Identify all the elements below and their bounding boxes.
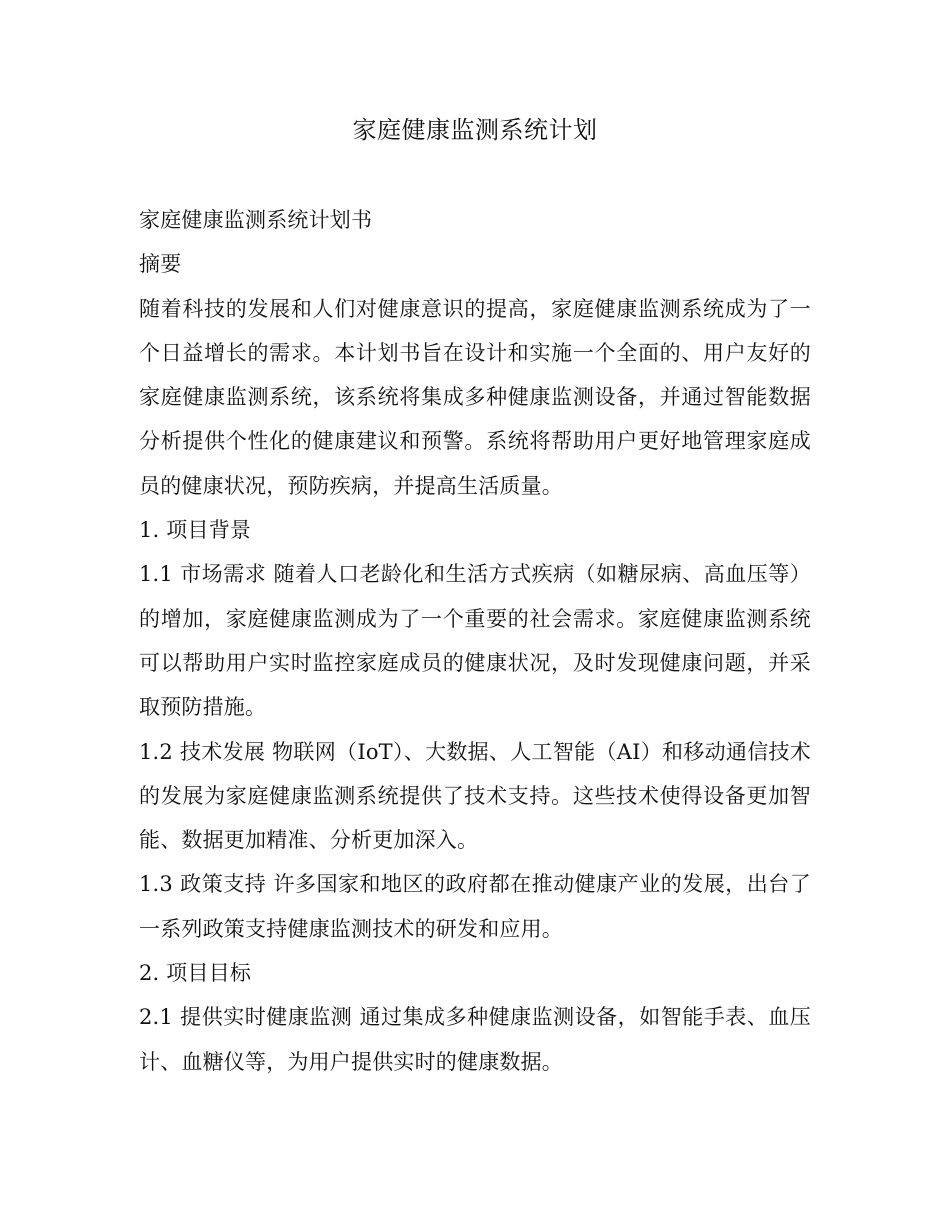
subtitle-paragraph: 家庭健康监测系统计划书 xyxy=(139,208,373,232)
section-heading-goals: 2. 项目目标 xyxy=(139,961,252,986)
section-1-1-paragraph: 1.1 市场需求 随着人口老龄化和生活方式疾病（如糖尿病、高血压等）的增加，家庭健康监测成为了一个重要的社会需求。家庭健康监测系统可以帮助用户实时监控家庭成员的健康状况，及时发现健康问题，并采取预防措施。 xyxy=(139,562,811,720)
section-2-1-paragraph: 2.1 提供实时健康监测 通过集成多种健康监测设备，如智能手表、血压计、血糖仪等，为用户提供实时的健康数据。 xyxy=(139,1005,811,1074)
abstract-paragraph: 随着科技的发展和人们对健康意识的提高，家庭健康监测系统成为了一个日益增长的需求。本计划书旨在设计和实施一个全面的、用户友好的家庭健康监测系统，该系统将集成多种健康监测设备，并通过智能数据分析提供个性化的健康建议和预警。系统将帮助用户更好地管理家庭成员的健康状况，预防疾病，并提高生活质量。 xyxy=(139,296,811,498)
document-title: 家庭健康监测系统计划 xyxy=(352,116,598,144)
section-heading-background: 1. 项目背景 xyxy=(139,518,252,543)
section-1-3-paragraph: 1.3 政策支持 许多国家和地区的政府都在推动健康产业的发展，出台了一系列政策支持健康监测技术的研发和应用。 xyxy=(139,872,811,941)
abstract-heading: 摘要 xyxy=(139,252,182,277)
document-body xyxy=(139,198,811,1084)
section-1-2-paragraph: 1.2 技术发展 物联网（IoT）、大数据、人工智能（AI）和移动通信技术的发展为家庭健康监测系统提供了技术支持。这些技术使得设备更加智能、数据更加精准、分析更加深入。 xyxy=(139,739,811,853)
